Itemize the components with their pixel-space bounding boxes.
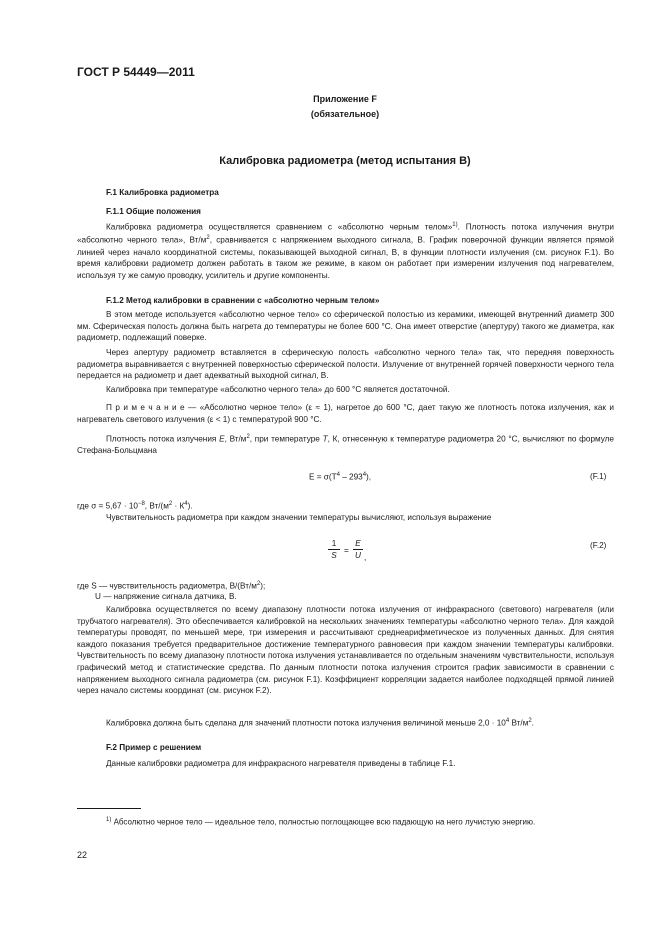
p1-sup: 2 (206, 235, 210, 242)
equation-number-f1: (F.1) (590, 472, 607, 481)
page-number: 22 (77, 850, 88, 860)
note-text: «Абсолютно черное тело» (ε ≈ 1), нагретое до 600 °С, дает такую же плотность потока излучения, как и нагреватель светового излучения (ε < 1) с температурой 900 °С. (77, 403, 614, 424)
where-sigma (77, 499, 193, 512)
p8-c: . (531, 718, 534, 728)
p5-sup: 2 (246, 434, 250, 440)
paragraph-limit (77, 716, 614, 729)
where2-a: где S — чувствительность радиометра, В/(Вт/м (77, 581, 257, 591)
eq2-rhs-denominator: U (355, 551, 361, 560)
p5-text-c: , при температуре (249, 434, 323, 444)
eq1-end: ), (366, 472, 372, 482)
section-title: Калибровка радиометра (метод испытания В) (219, 155, 471, 167)
footnote-mark: 1) (106, 817, 112, 823)
eq2-equals: = (344, 546, 349, 555)
eq1-sup-b: 4 (362, 472, 367, 478)
p8-sup2: 2 (528, 718, 532, 724)
eq2-lhs-bar (328, 549, 340, 550)
heading-f11: F.1.1 Общие положения (106, 207, 201, 216)
heading-f2: F.2 Пример с решением (106, 743, 202, 752)
where2-b: ); (260, 581, 266, 591)
p5-text-d: , К, отнесенную к температуре радиометра 20 °С, вычисляют по формуле Стефана-Больцмана (77, 434, 614, 456)
p8-sup4: 4 (505, 718, 510, 724)
symbol-t: T (322, 434, 328, 444)
eq2-rhs-fraction (353, 539, 363, 560)
eq2-rhs-bar (353, 549, 363, 550)
where1-sup4: 4 (184, 501, 188, 507)
where2-sup: 2 (256, 581, 261, 587)
paragraph-example: Данные калибровки радиометра для инфракрасного нагревателя приведены в таблице F.1. (106, 759, 456, 768)
where1-d: ). (187, 501, 193, 511)
where1-exp: −8 (137, 501, 145, 507)
appendix-title: Приложение F (313, 94, 377, 104)
eq2-lhs-fraction (328, 539, 340, 560)
eq1-text: E = σ(T (309, 472, 337, 482)
eq1-mid: – 293 (339, 472, 363, 482)
eq2-comma: , (364, 553, 367, 562)
footnote-ref: 1) (452, 222, 458, 228)
note (77, 402, 614, 425)
equation-f1 (309, 472, 371, 482)
p1-text-c: , сравнивается с напряжением выходного сигнала, В. График поверочной функции является прямой линией через начало координатной системы, показывающей выходной сигнал, В, в функции плотности излучения (см. рисунок F.1). Во время калибровки радиометр должен работать в таком же режиме, в каком он работает при измерении излучения под нагревателем, используя ту же самую проводку, усилитель и другие компоненты. (77, 236, 615, 280)
footnote (77, 815, 614, 828)
paragraph-method: В этом методе используется «абсолютно черное тело» со сферической полостью из керамики, имеющей внутренний диаметр 300 мм. Сферическая полость должна быть нагрета до температуры не более 600 °С. Она имеет отверстие (апертуру) такого же диаметра, как радиометр, подлежащий поверке. (77, 310, 614, 343)
paragraph-aperture: Через апертуру радиометр вставляется в сферическую полость «абсолютно черного тела» так, что передняя поверхность радиометра выравнивается с внутренней поверхностью сферической полости. Излучение от внутренней горячей поверхности черного тела передается на радиометр и дает адекватный выходной сигнал, В. (77, 348, 614, 381)
paragraph-sensitivity: Чувствительность радиометра при каждом значении температуры вычисляют, используя выражение (106, 513, 492, 522)
p8-a: Калибровка должна быть сделана для значений плотности потока излучения величиной меньше 2,0 · 10 (106, 718, 506, 728)
p5-text-a: Плотность потока излучения (106, 434, 220, 444)
heading-f12: F.1.2 Метод калибровки в сравнении с «абсолютно черным телом» (106, 296, 380, 305)
note-label: П р и м е ч а н и е — (106, 403, 197, 412)
p1-text-a: Калибровка радиометра осуществляется сравнением с «абсолютно черным телом» (106, 222, 453, 232)
paragraph-general (77, 220, 614, 281)
eq1-sup-a: 4 (336, 472, 340, 478)
heading-f1: F.1 Калибровка радиометра (106, 188, 219, 197)
eq2-lhs-numerator: 1 (331, 539, 337, 548)
footnote-text: Абсолютно черное тело — идеальное тело, полностью поглощающее всю падающую на него лучистую энергию. (111, 817, 536, 827)
p1-text-b: . Плотность потока излучения внутри «абсолютно черного тела», Вт/м (77, 222, 614, 246)
where1-a: где σ = 5,67 · 10 (77, 501, 138, 511)
where1-sup2: 2 (168, 501, 173, 507)
symbol-e: E (219, 434, 225, 444)
p5-text-b: , Вт/м (224, 434, 247, 444)
paragraph-sufficient: Калибровка при температуре «абсолютно черного тела» до 600 °С является достаточной. (106, 385, 450, 394)
appendix-status: (обязательное) (310, 109, 380, 119)
paragraph-flux (77, 432, 614, 457)
equation-number-f2: (F.2) (590, 541, 607, 550)
footnote-divider (77, 808, 141, 809)
where-u: U — напряжение сигнала датчика, В. (95, 592, 237, 601)
eq2-rhs-numerator: E (355, 539, 361, 548)
where1-c: · К (172, 501, 185, 511)
document-id: ГОСТ Р 54449—2011 (77, 65, 195, 79)
where1-b: , Вт/(м (144, 501, 169, 511)
p8-b: Вт/м (509, 718, 529, 728)
eq2-lhs-denominator: S (331, 551, 337, 560)
paragraph-calibration: Калибровка осуществляется по всему диапазону плотности потока излучения от инфракрасного (светового) нагревателя (или трубчатого нагревателя). Это обеспечивается калибровкой на нескольких значениях температуры «абсолютно черного тела». Для каждой температуры проводят, по меньшей мере, три измерения и рассчитывают среднеарифметическое из полученных данных. Для снятия каждого показания требуется предварительное достижение температурного равновесия при каждом значении температуры калибровки. Чувствительность по всему диапазону плотности потока излучения устанавливается по отдельным значениям чувствительности, используя графический метод и статистические средства. По данным плотности потока излучения строится график зависимости в сравнении с напряжением выходного сигнала радиометра (см. рисунок F.1). Коэффициент корреляции задается наиболее подходящей прямой линией через начало системы координат (см. рисунок F.2). (77, 605, 614, 696)
